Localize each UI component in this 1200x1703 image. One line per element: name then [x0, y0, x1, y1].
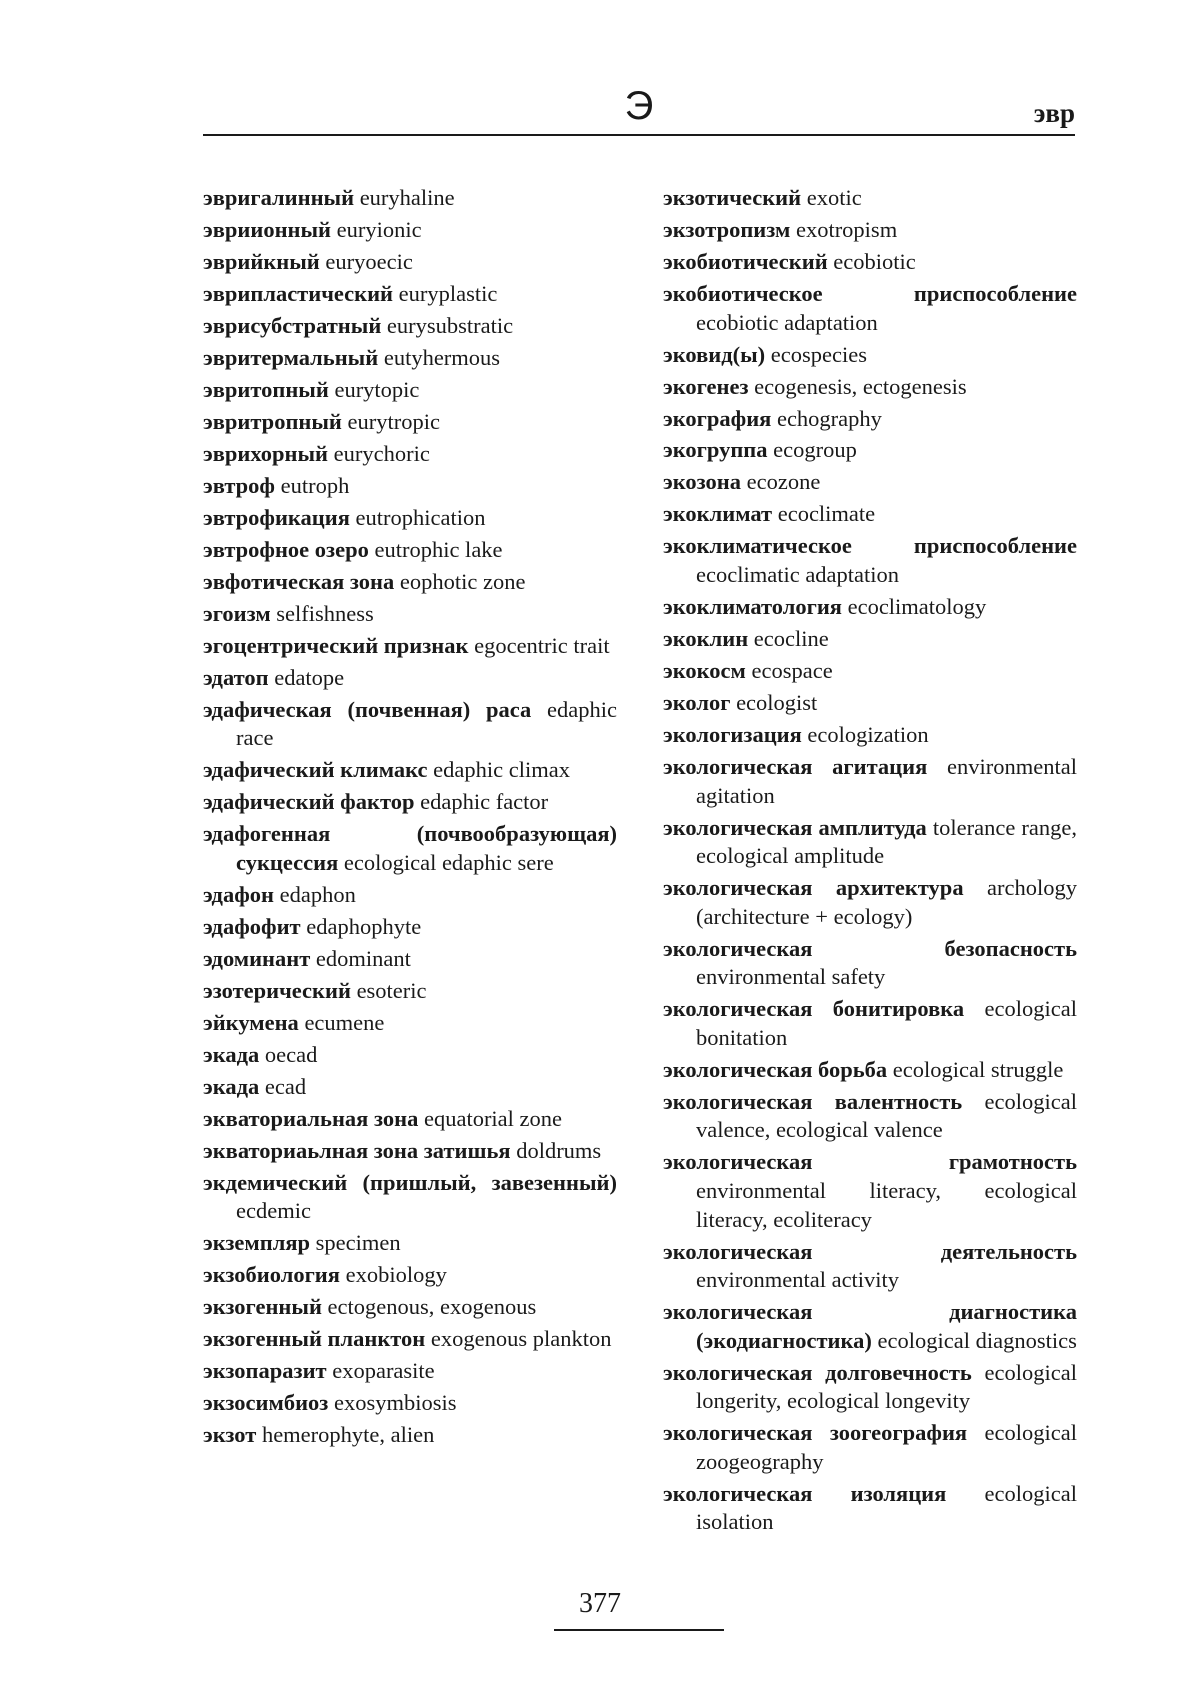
dictionary-entry [663, 935, 1077, 992]
entry-translation: environmental safety [696, 964, 886, 990]
entry-translation: equatorial zone [423, 1105, 563, 1131]
entry-translation: ecoclimate [777, 501, 876, 527]
entry-term: экобиотический [663, 248, 828, 274]
entry-term: эврийкный [203, 248, 320, 274]
entry-term: экологическая бонитировка [663, 996, 965, 1022]
entry-translation: exotropism [795, 216, 898, 242]
dictionary-entry [663, 405, 1077, 434]
entry-term: экоклимат [663, 501, 773, 527]
dictionary-entry [663, 1480, 1077, 1537]
dictionary-entry [203, 376, 617, 405]
entry-translation: ecdemic [236, 1198, 311, 1224]
dictionary-entry [203, 536, 617, 565]
dictionary-entry [663, 248, 1077, 277]
dictionary-entry [203, 312, 617, 341]
dictionary-entry [203, 756, 617, 785]
dictionary-entry [203, 664, 617, 693]
entry-translation: environmental activity [696, 1267, 900, 1293]
entry-translation: edaphic race [236, 696, 617, 751]
entry-translation: eutrophication [355, 504, 486, 530]
entry-translation: exoparasite [332, 1358, 435, 1384]
entry-translation: egocentric trait [474, 632, 610, 658]
entry-translation: ecogenesis, ectogenesis [754, 373, 967, 399]
entry-term: экогруппа [663, 437, 768, 463]
dictionary-entry [203, 1293, 617, 1322]
entry-term: эврихорный [203, 440, 329, 466]
entry-term: экологическая архитектура [663, 875, 964, 901]
entry-term: эвфотическая зона [203, 568, 395, 594]
entry-term: экологическая борьба [663, 1056, 888, 1082]
dictionary-entry [203, 184, 617, 213]
entry-translation: eurychoric [333, 440, 430, 466]
entry-translation: archology (architecture + ecology) [696, 875, 1077, 929]
dictionary-entry [663, 625, 1077, 654]
entry-term: экзопаразит [203, 1358, 327, 1384]
dictionary-entry [203, 568, 617, 597]
dictionary-entry [203, 1009, 617, 1038]
entry-term: эвриионный [203, 216, 332, 242]
entry-translation: ecological struggle [892, 1056, 1064, 1082]
entry-term: эвтроф [203, 472, 275, 498]
entry-term: эдафофит [203, 913, 301, 939]
dictionary-entry [203, 1261, 617, 1290]
dictionary-entry [203, 280, 617, 309]
dictionary-entry [663, 341, 1077, 370]
entry-translation: hemerophyte, alien [261, 1422, 435, 1448]
entry-translation: ecological edaphic sere [343, 849, 554, 875]
entry-translation: exobiology [345, 1262, 447, 1288]
dictionary-entry [203, 440, 617, 469]
dictionary-entry [203, 977, 617, 1006]
entry-term: экологическая амплитуда [663, 814, 927, 840]
entry-term: экологическая валентность [663, 1088, 963, 1114]
dictionary-entry [663, 1088, 1077, 1145]
entry-term: экологическая безопасность [663, 935, 1077, 961]
entry-term: экологическая грамотность [663, 1149, 1077, 1175]
entry-term: экзогенный планктон [203, 1326, 426, 1352]
entry-term: экваториальная зона [203, 1105, 419, 1131]
dictionary-entry [663, 468, 1077, 497]
entry-term: эдафон [203, 881, 274, 907]
entry-translation: edaphophyte [306, 913, 422, 939]
dictionary-entry [663, 1148, 1077, 1234]
entry-term: экзосимбиоз [203, 1390, 329, 1416]
entry-translation: ecobiotic [833, 248, 916, 274]
entry-term: экзотический [663, 185, 802, 210]
dictionary-entry [203, 945, 617, 974]
dictionary-entry [663, 657, 1077, 686]
entry-term: экзотропизм [663, 216, 791, 242]
running-header [203, 82, 1075, 136]
entry-translation: ecologist [736, 689, 818, 715]
dictionary-entry [663, 1419, 1077, 1476]
dictionary-entry [203, 1389, 617, 1418]
entry-translation: eutroph [280, 472, 350, 498]
entry-translation: euryoecic [325, 248, 413, 274]
dictionary-entry [203, 472, 617, 501]
entry-term: эдафический климакс [203, 757, 428, 783]
entry-term: экада [203, 1073, 260, 1099]
entry-term: эдафическая (почвенная) раса [203, 696, 532, 722]
dictionary-entry [663, 1298, 1077, 1355]
entry-translation: echography [776, 405, 882, 431]
entry-term: эвритермальный [203, 344, 379, 370]
entry-term: экваториаьлная зона затишья [203, 1137, 511, 1163]
entry-term: экологическая диагностика (экодиагностика) [663, 1299, 1077, 1353]
entry-translation: ecologization [807, 721, 929, 747]
dictionary-entry [203, 1229, 617, 1258]
dictionary-entry [663, 532, 1077, 589]
entry-term: экологическая зоогеография [663, 1420, 968, 1446]
dictionary-entry [663, 216, 1077, 245]
dictionary-entry [663, 184, 1077, 213]
entry-term: эвригалинный [203, 185, 355, 210]
entry-translation: ecospecies [770, 341, 867, 367]
entry-translation: doldrums [516, 1137, 602, 1163]
dictionary-entry [203, 1041, 617, 1070]
footer-rule [554, 1629, 724, 1631]
entry-translation: environmental literacy, ecological literacy, ecoliteracy [696, 1177, 1077, 1232]
entry-translation: edominant [315, 945, 411, 971]
entry-term: эгоцентрический признак [203, 632, 469, 658]
dictionary-entry [663, 814, 1077, 871]
entry-term: экоклиматическое приспособление [663, 533, 1077, 559]
entry-translation: ecological longerity, ecological longevity [696, 1359, 1077, 1414]
entry-translation: ecogroup [773, 437, 857, 463]
dictionary-entry [203, 881, 617, 910]
entry-term: эдафический фактор [203, 789, 415, 815]
dictionary-entry [663, 593, 1077, 622]
dictionary-entry [663, 689, 1077, 718]
page-number: 377 [579, 1588, 621, 1619]
left-column [203, 184, 617, 1453]
entry-term: эдафогенная (почвообразующая) сукцессия [203, 821, 617, 875]
dictionary-entry [203, 820, 617, 877]
dictionary-entry [663, 1359, 1077, 1416]
entry-translation: ecological diagnostics [877, 1327, 1077, 1353]
entry-translation: oecad [264, 1041, 318, 1067]
entry-translation: ecological isolation [696, 1480, 1077, 1535]
entry-translation: specimen [315, 1230, 401, 1256]
section-letter: Э [624, 84, 654, 128]
entry-term: эвритропный [203, 408, 342, 434]
entry-term: эвтрофикация [203, 504, 350, 530]
entry-translation: edaphon [279, 881, 356, 907]
entry-translation: ecospace [751, 657, 833, 683]
right-column [663, 184, 1077, 1540]
dictionary-entry [203, 788, 617, 817]
entry-translation: eutrophic lake [374, 536, 503, 562]
entry-translation: esoteric [356, 977, 427, 1003]
entry-term: эковид(ы) [663, 341, 766, 367]
dictionary-entry [203, 1073, 617, 1102]
entry-term: экдемический (пришлый, завезенный) [203, 1169, 617, 1195]
dictionary-entry [203, 216, 617, 245]
dictionary-entry [663, 373, 1077, 402]
dictionary-entry [203, 696, 617, 753]
dictionary-entry [203, 1137, 617, 1166]
dictionary-entry [203, 600, 617, 629]
entry-translation: selfishness [276, 600, 374, 626]
entry-translation: edaphic factor [420, 789, 549, 815]
entry-term: экография [663, 405, 772, 431]
entry-term: эвритопный [203, 376, 329, 402]
dictionary-entry [203, 913, 617, 942]
entry-term: экзогенный [203, 1294, 322, 1320]
entry-term: эврипластический [203, 280, 394, 306]
dictionary-entry [203, 1421, 617, 1450]
entry-term: экзот [203, 1422, 257, 1448]
entry-translation: exosymbiosis [333, 1390, 457, 1416]
entry-term: экозона [663, 469, 742, 495]
entry-term: эврисубстратный [203, 312, 382, 338]
dictionary-entry [203, 1105, 617, 1134]
dictionary-entry [663, 436, 1077, 465]
entry-translation: ecoclimatic adaptation [696, 562, 900, 588]
entry-term: эвтрофное озеро [203, 536, 369, 562]
entry-translation: ecoclimatology [847, 594, 987, 620]
entry-term: эйкумена [203, 1009, 299, 1035]
entry-translation: euryionic [336, 216, 422, 242]
entry-translation: exotic [806, 185, 862, 210]
guide-word: эвр [1033, 98, 1075, 128]
entry-term: экологическая изоляция [663, 1480, 947, 1506]
entry-translation: eutyhermous [383, 344, 501, 370]
entry-translation: exogenous plankton [430, 1326, 612, 1352]
entry-translation: environmental agitation [696, 753, 1077, 808]
entry-translation: euryhaline [359, 185, 455, 210]
entry-term: экологическая агитация [663, 753, 928, 779]
dictionary-entry [203, 632, 617, 661]
entry-term: экземпляр [203, 1230, 311, 1256]
dictionary-entry [203, 1357, 617, 1386]
entry-translation: edatope [274, 664, 345, 690]
dictionary-entry [663, 995, 1077, 1052]
dictionary-entry [663, 280, 1077, 337]
entry-translation: tolerance range, ecological amplitude [696, 814, 1077, 869]
entry-term: экологическая долговечность [663, 1359, 972, 1385]
dictionary-entry [203, 1325, 617, 1354]
entry-term: экокосм [663, 657, 746, 683]
dictionary-entry [663, 721, 1077, 750]
entry-translation: ecumene [304, 1009, 385, 1035]
entry-term: экологизация [663, 721, 802, 747]
entry-translation: ecozone [746, 469, 821, 495]
entry-term: экогенез [663, 373, 749, 399]
entry-term: эзотерический [203, 977, 351, 1003]
entry-translation: ecological zoogeography [696, 1420, 1077, 1474]
entry-translation: ectogenous, exogenous [327, 1294, 537, 1320]
entry-translation: euryplastic [398, 280, 498, 306]
dictionary-entry [203, 344, 617, 373]
dictionary-entry [203, 248, 617, 277]
dictionary-entry [203, 1169, 617, 1226]
dictionary-entry [663, 1056, 1077, 1085]
entry-translation: ecobiotic adaptation [696, 309, 878, 335]
entry-term: экзобиология [203, 1262, 340, 1288]
dictionary-entry [663, 500, 1077, 529]
dictionary-entry [663, 1238, 1077, 1295]
entry-term: экологическая деятельность [663, 1238, 1077, 1264]
entry-translation: eurytopic [334, 376, 420, 402]
entry-term: экада [203, 1041, 260, 1067]
entry-translation: ecad [264, 1073, 307, 1099]
entry-translation: ecological bonitation [696, 996, 1077, 1050]
entry-term: эколог [663, 689, 731, 715]
entry-translation: ecocline [753, 626, 829, 651]
entry-translation: edaphic climax [433, 757, 570, 783]
dictionary-entry [663, 753, 1077, 810]
entry-term: экоклиматология [663, 594, 842, 620]
entry-term: эдатоп [203, 664, 269, 690]
entry-term: экобиотическое приспособление [663, 280, 1077, 306]
entry-term: экоклин [663, 626, 749, 651]
entry-term: эдоминант [203, 945, 311, 971]
entry-translation: eurytropic [347, 408, 440, 434]
entry-translation: eurysubstratic [386, 312, 514, 338]
dictionary-entry [203, 408, 617, 437]
entry-translation: ecological valence, ecological valence [696, 1088, 1077, 1143]
entry-translation: eophotic zone [399, 568, 526, 594]
entry-term: эгоизм [203, 600, 271, 626]
dictionary-entry [203, 504, 617, 533]
dictionary-entry [663, 874, 1077, 931]
